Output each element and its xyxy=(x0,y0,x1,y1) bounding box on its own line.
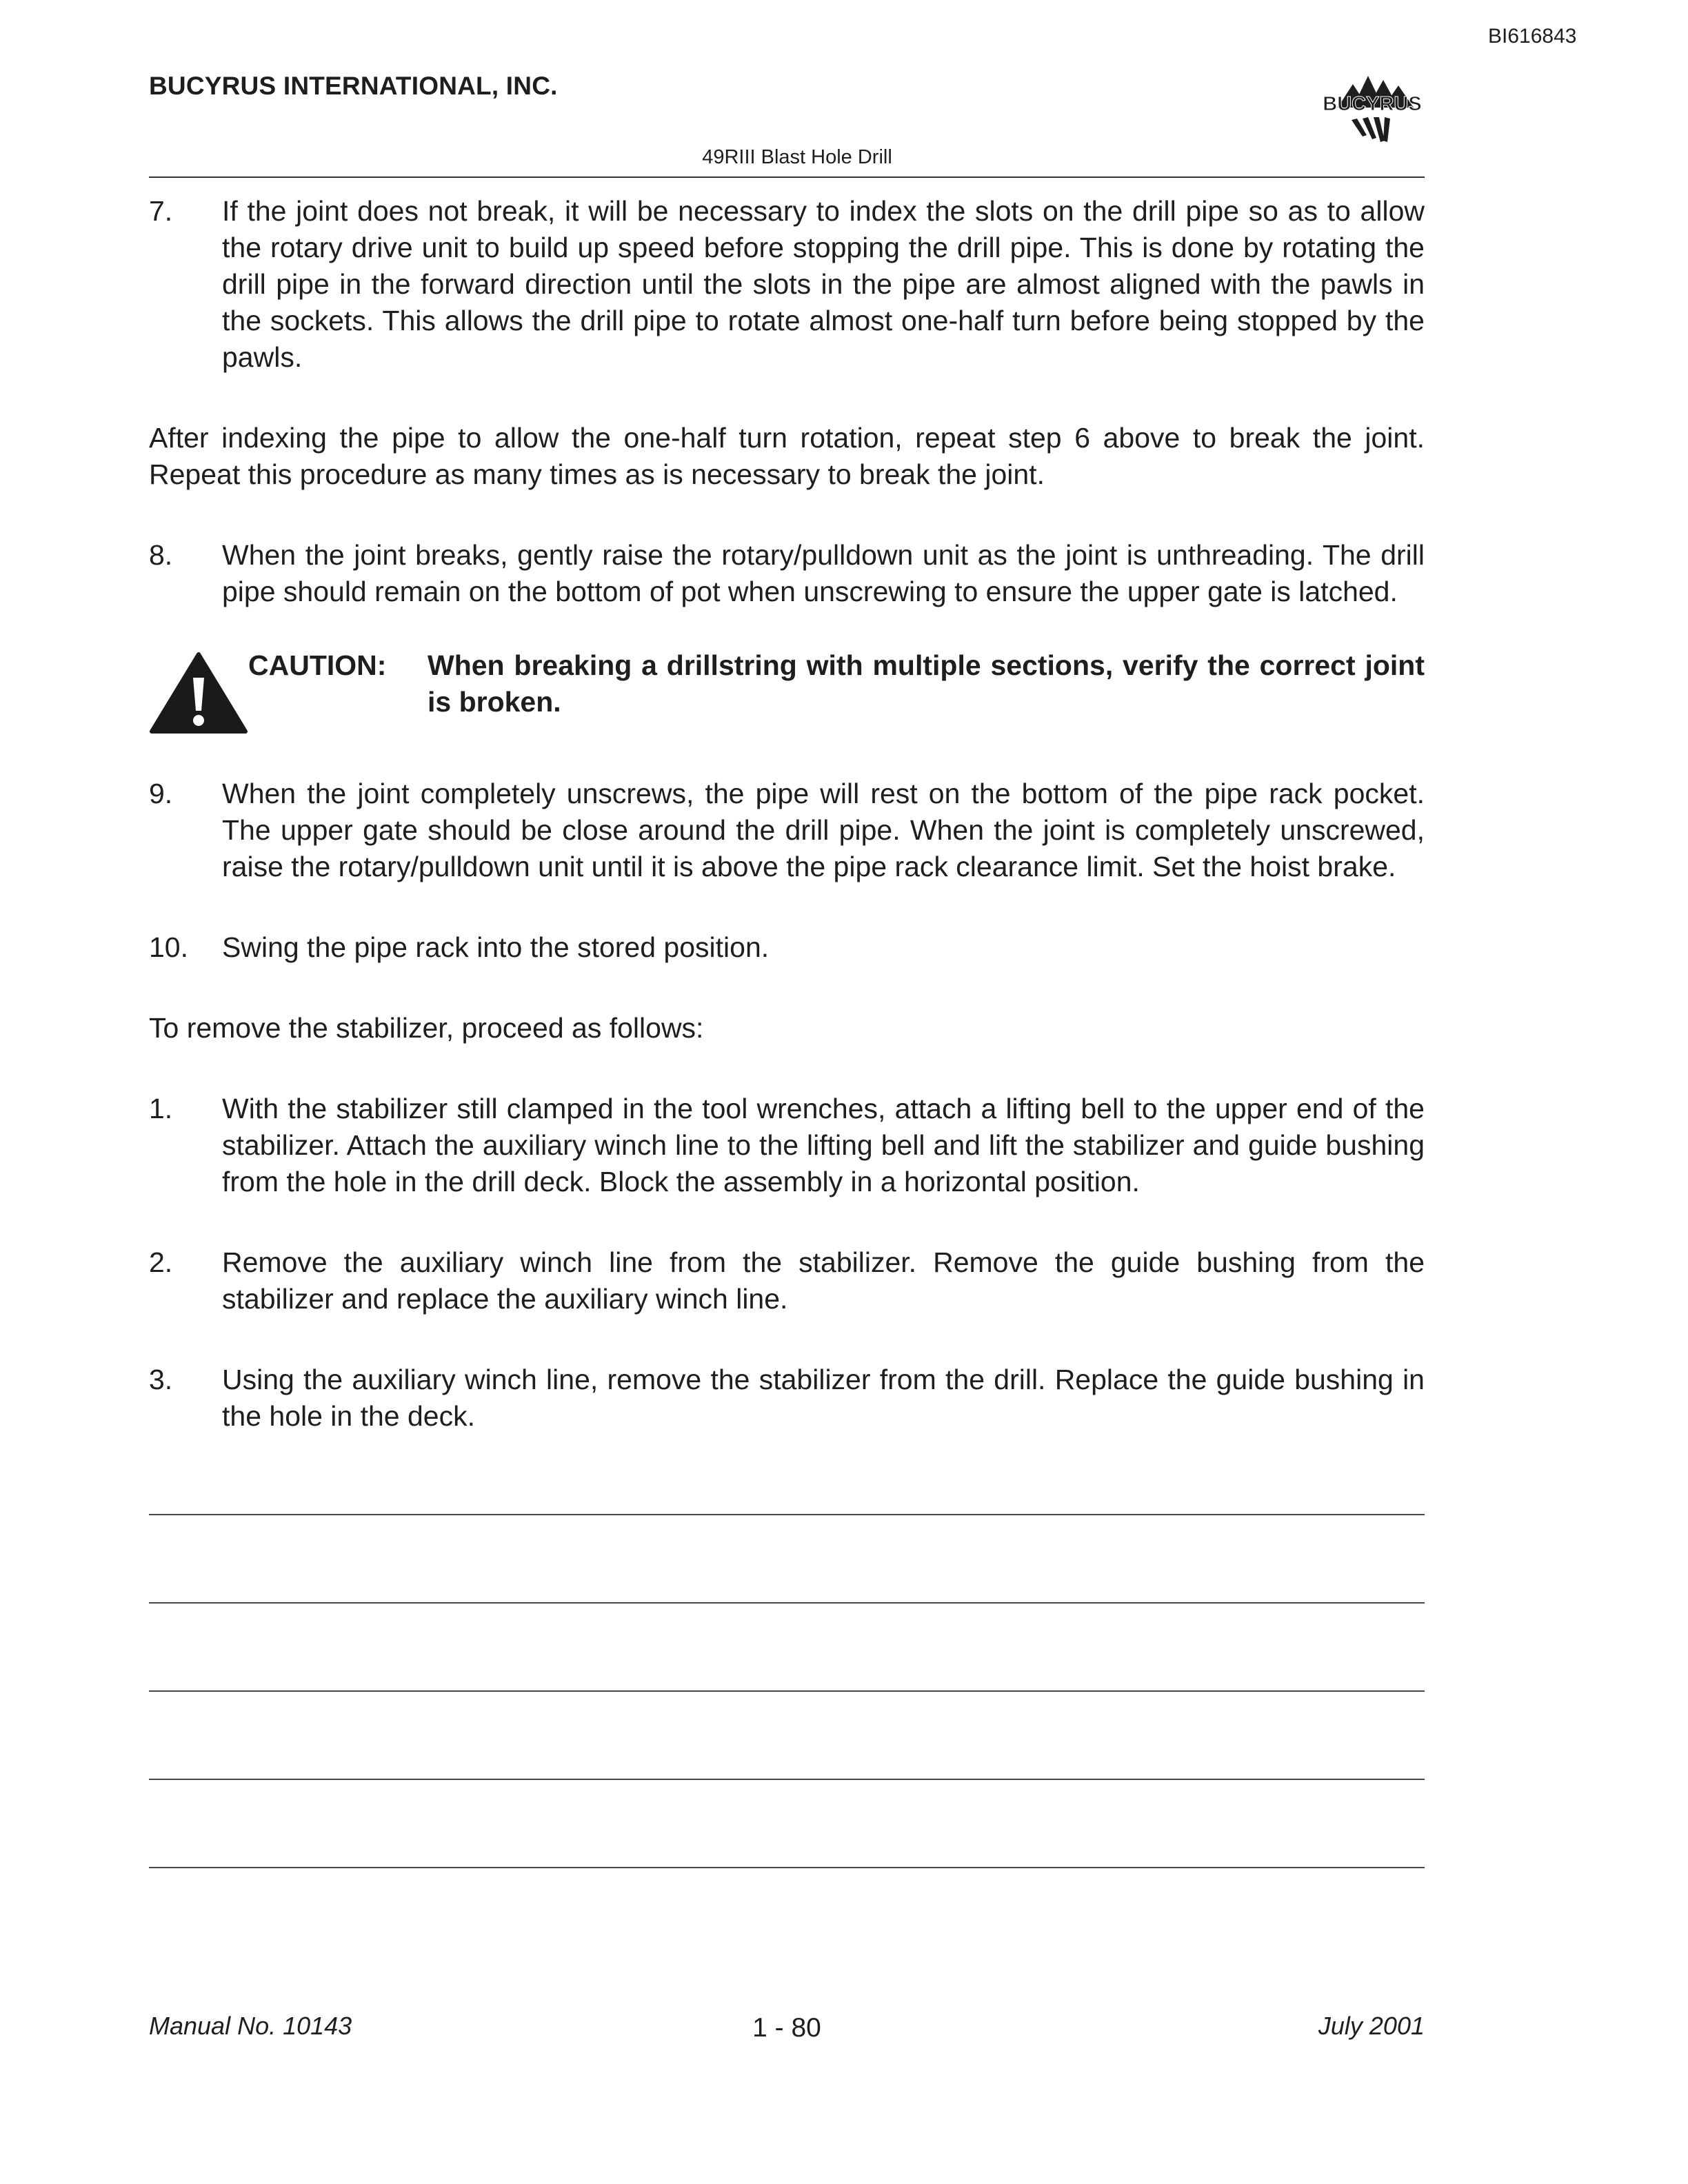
sub-step-2 xyxy=(149,1244,1425,1317)
step-number: 2. xyxy=(149,1246,173,1278)
sub-step-1 xyxy=(149,1091,1425,1200)
step-text: Remove the auxiliary winch line from the stabilizer. Remove the guide bushing from the stabilizer and replace the auxiliary winch line. xyxy=(222,1246,1425,1315)
note-line xyxy=(149,1690,1425,1779)
company-name: BUCYRUS INTERNATIONAL, INC. xyxy=(149,72,558,100)
sub-step-3 xyxy=(149,1362,1425,1435)
step-text: Swing the pipe rack into the stored position. xyxy=(222,931,770,963)
document-id: BI616843 xyxy=(1488,25,1577,48)
note-line xyxy=(149,1602,1425,1690)
step-number: 3. xyxy=(149,1364,173,1395)
step-9 xyxy=(149,776,1425,885)
step-text: With the stabilizer still clamped in the tool wrenches, attach a lifting bell to the upper end of the stabilizer. Attach the auxiliary winch line to the lifting bell and lift the stabilizer and guide bushing from the hole in the drill deck. Block the assembly in a horizontal position. xyxy=(222,1093,1425,1197)
manual-number: Manual No. 10143 xyxy=(149,2012,352,2040)
step-number: 8. xyxy=(149,539,173,571)
note-line xyxy=(149,1779,1425,1867)
step-text: If the joint does not break, it will be necessary to index the slots on the drill pipe so as to allow the rotary drive unit to build up speed before stopping the drill pipe. This is done by rotating the drill pipe in the forward direction until the slots in the pipe are almost aligned with the pawls in the sockets. This allows the drill pipe to rotate almost one-half turn before being stopped by the pawls. xyxy=(222,195,1425,373)
warning-triangle-icon xyxy=(149,651,248,734)
caution-block xyxy=(149,647,1425,734)
header-divider xyxy=(149,176,1425,178)
note-line xyxy=(149,1514,1425,1602)
document-subtitle: 49RIII Blast Hole Drill xyxy=(702,146,892,168)
caution-text: When breaking a drillstring with multiple sections, verify the correct joint is broken. xyxy=(428,649,1425,718)
page-number: 1 - 80 xyxy=(752,2013,821,2043)
bucyrus-logo xyxy=(1310,69,1434,152)
step-number: 10. xyxy=(149,931,188,963)
step-number: 1. xyxy=(149,1093,173,1124)
step-8 xyxy=(149,537,1425,610)
step-7 xyxy=(149,193,1425,376)
step-10 xyxy=(149,929,1425,966)
logo-text: BUCYRUS xyxy=(1323,93,1422,115)
step-number: 9. xyxy=(149,778,173,809)
main-content xyxy=(149,193,1425,1479)
paragraph-indexing: After indexing the pipe to allow the one-half turn rotation, repeat step 6 above to break the joint. Repeat this procedure as many times as is necessary to break the joint. xyxy=(149,422,1425,490)
note-line xyxy=(149,1867,1425,1955)
notes-lines xyxy=(149,1514,1425,1955)
step-text: When the joint completely unscrews, the pipe will rest on the bottom of the pipe rack pocket. The upper gate should be close around the drill pipe. When the joint is completely unscrewed, raise the rotary/pulldown unit until it is above the pipe rack clearance limit. Set the hoist brake. xyxy=(222,778,1425,882)
paragraph-remove-stabilizer: To remove the stabilizer, proceed as follows: xyxy=(149,1012,704,1044)
caution-label: CAUTION: xyxy=(248,649,387,681)
step-text: Using the auxiliary winch line, remove the stabilizer from the drill. Replace the guide bushing in the hole in the deck. xyxy=(222,1364,1425,1432)
step-number: 7. xyxy=(149,195,173,227)
publication-date: July 2001 xyxy=(1318,2012,1425,2040)
step-text: When the joint breaks, gently raise the rotary/pulldown unit as the joint is unthreading. The drill pipe should remain on the bottom of pot when unscrewing to ensure the upper gate is latched. xyxy=(222,539,1425,607)
